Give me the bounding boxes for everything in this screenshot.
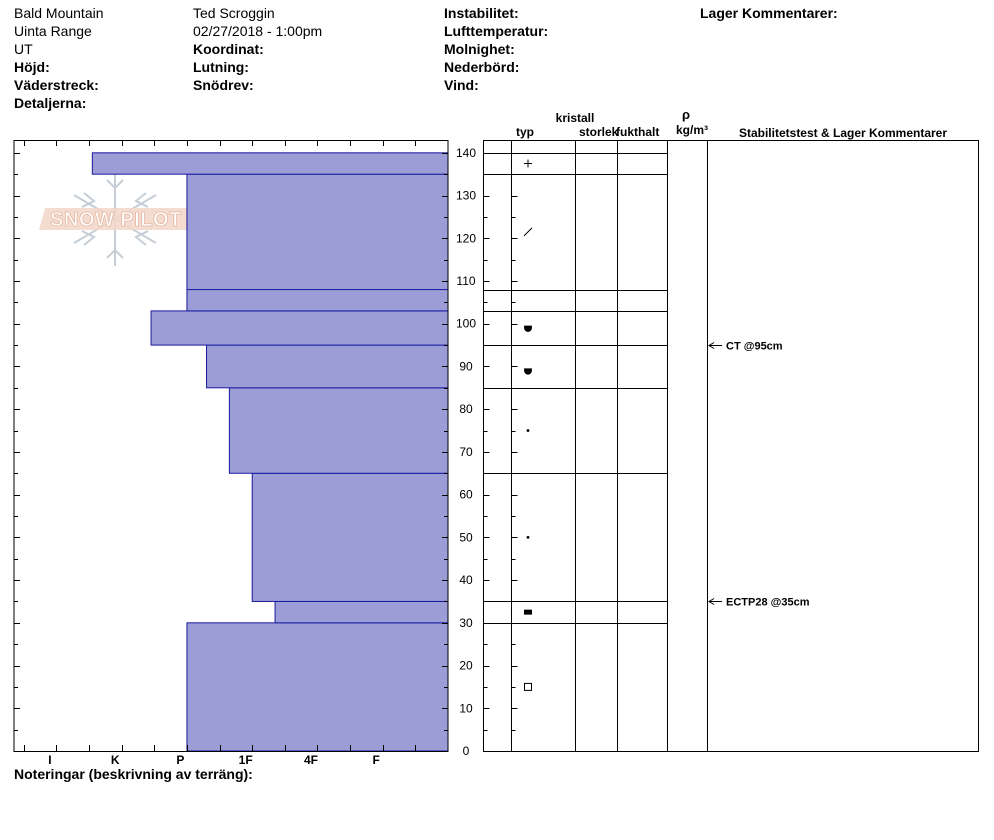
layer-comments-label: Lager Kommentarer: bbox=[700, 5, 838, 21]
x-tick-label: P bbox=[176, 753, 185, 767]
y-tick-label: 50 bbox=[459, 530, 473, 545]
layer-bar bbox=[187, 174, 448, 289]
drift-label: Snödrev: bbox=[193, 77, 254, 93]
x-tick-label: I bbox=[48, 753, 52, 767]
stability-test-marker bbox=[709, 597, 810, 609]
y-tick-label: 130 bbox=[455, 188, 477, 203]
logo-text: SNOW PILOT bbox=[50, 209, 182, 231]
layer-bar bbox=[151, 311, 448, 345]
y-tick-label: 70 bbox=[459, 444, 473, 459]
y-tick-label: 10 bbox=[459, 701, 473, 716]
wind-label: Vind: bbox=[444, 77, 479, 93]
state-name: UT bbox=[14, 41, 33, 57]
y-tick-label: 90 bbox=[459, 359, 473, 374]
y-tick-label: 30 bbox=[459, 615, 473, 630]
density-unit-header: kg/m³ bbox=[675, 123, 709, 137]
instability-label: Instabilitet: bbox=[444, 5, 519, 21]
x-tick-label: F bbox=[372, 753, 380, 767]
stability-header: Stabilitetstest & Lager Kommentarer bbox=[738, 126, 948, 140]
grain-dot-icon bbox=[527, 536, 530, 539]
grain-rounded-facet-icon bbox=[525, 369, 532, 375]
type-header: typ bbox=[516, 125, 534, 139]
moisture-header: fukthalt bbox=[616, 125, 660, 139]
precip-label: Nederbörd: bbox=[444, 59, 520, 75]
stability-test-label: CT @95cm bbox=[726, 340, 783, 353]
x-tick-label: 4F bbox=[303, 753, 318, 767]
layer-bar bbox=[252, 473, 448, 601]
range-name: Uinta Range bbox=[14, 23, 92, 39]
air-temp-label: Lufttemperatur: bbox=[444, 23, 549, 39]
stability-test-marker bbox=[709, 341, 783, 353]
y-tick-label: 0 bbox=[462, 744, 470, 758]
location-name: Bald Mountain bbox=[14, 5, 104, 21]
grain-slash-icon bbox=[524, 228, 532, 236]
grain-filled-rect-icon bbox=[524, 610, 532, 615]
y-tick-label: 20 bbox=[459, 658, 473, 673]
layer-bar bbox=[229, 388, 448, 473]
layer-bar bbox=[187, 290, 448, 311]
coordinate-label: Koordinat: bbox=[193, 41, 264, 57]
grain-square-icon bbox=[525, 683, 532, 690]
y-tick-label: 40 bbox=[459, 573, 473, 588]
y-tick-label: 80 bbox=[459, 402, 473, 417]
cloud-label: Molnighet: bbox=[444, 41, 515, 57]
x-tick-label: K bbox=[110, 753, 120, 767]
layer-bar bbox=[92, 153, 448, 174]
aspect-label: Väderstreck: bbox=[14, 77, 99, 93]
y-tick-label: 140 bbox=[455, 145, 477, 160]
y-tick-label: 110 bbox=[456, 274, 476, 288]
crystal-header: kristall bbox=[555, 111, 595, 125]
grain-plus-icon bbox=[524, 160, 532, 168]
layer-bar bbox=[275, 601, 448, 622]
grain-dot-icon bbox=[527, 429, 530, 432]
snowpilot-logo bbox=[39, 172, 193, 266]
rho-header: ρ bbox=[681, 107, 691, 122]
slope-label: Lutning: bbox=[193, 59, 249, 75]
y-tick-label: 120 bbox=[455, 231, 477, 246]
layer-table-frame bbox=[484, 141, 979, 752]
notes-label: Noteringar (beskrivning av terräng): bbox=[14, 766, 253, 782]
layer-bar bbox=[187, 623, 448, 751]
details-label: Detaljerna: bbox=[14, 95, 87, 111]
size-header: storlek bbox=[579, 125, 619, 139]
elevation-label: Höjd: bbox=[14, 59, 50, 75]
stability-test-label: ECTP28 @35cm bbox=[726, 596, 810, 609]
y-tick-label: 60 bbox=[459, 487, 473, 502]
observer-name: Ted Scroggin bbox=[193, 5, 275, 21]
observation-datetime: 02/27/2018 - 1:00pm bbox=[193, 23, 323, 39]
x-tick-label: 1F bbox=[238, 753, 253, 767]
layer-bar bbox=[207, 345, 448, 388]
y-tick-label: 100 bbox=[455, 316, 477, 331]
grain-rounded-facet-icon bbox=[525, 326, 532, 332]
